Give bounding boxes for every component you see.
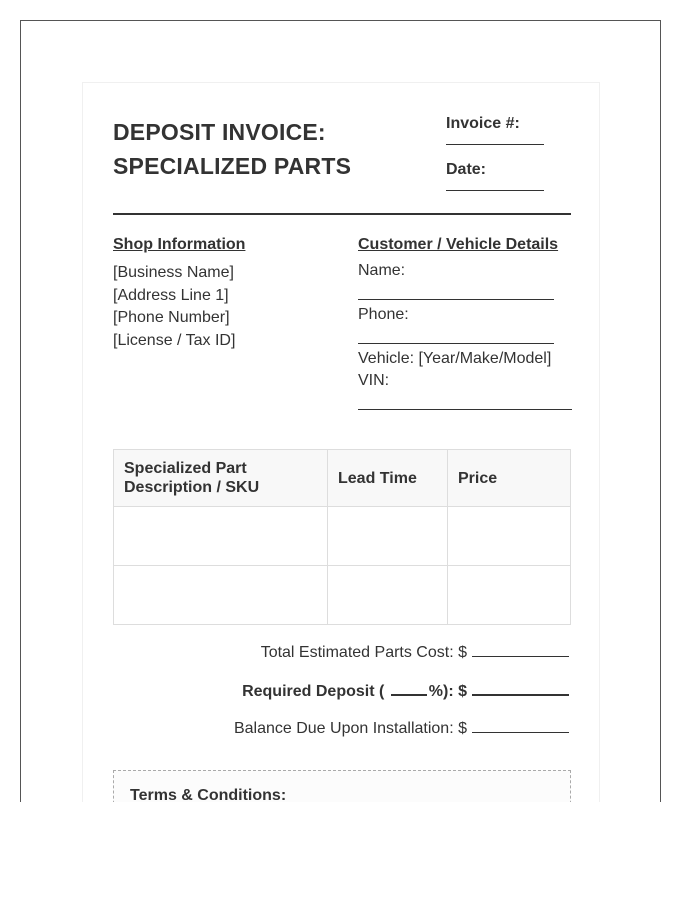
customer-name-label: Name: <box>358 262 406 279</box>
required-deposit-percent-label: %): $ <box>428 683 467 700</box>
terms-heading: Terms & Conditions: <box>130 787 287 802</box>
required-deposit-row <box>111 680 569 701</box>
invoice-number-label: Invoice #: <box>446 115 520 132</box>
shop-phone-number: [Phone Number] <box>113 309 230 326</box>
shop-business-name: [Business Name] <box>113 264 234 281</box>
table-cell-price[interactable] <box>448 507 571 566</box>
shop-information <box>113 236 333 352</box>
terms-box <box>113 770 571 802</box>
invoice-title <box>113 115 413 183</box>
shop-address-line: [Address Line 1] <box>113 286 229 304</box>
total-estimated-cost-row <box>111 642 569 662</box>
date-label: Date: <box>446 161 487 178</box>
parts-table <box>113 449 571 625</box>
total-estimated-cost-field[interactable] <box>472 642 569 657</box>
invoice-title-line-1: DEPOSIT INVOICE: <box>113 119 326 145</box>
customer-name-field[interactable] <box>358 299 554 300</box>
shop-information-heading: Shop Information <box>113 236 246 253</box>
table-cell-lead-time[interactable] <box>328 507 448 566</box>
required-deposit-label: Required Deposit ( <box>242 683 385 700</box>
invoice-title-line-2: SPECIALIZED PARTS <box>113 153 352 179</box>
invoice-meta <box>446 115 576 207</box>
invoice-paper <box>82 82 600 802</box>
table-row <box>114 507 571 566</box>
table-cell-price[interactable] <box>448 566 571 625</box>
invoice-number-field[interactable] <box>446 144 544 145</box>
vehicle-label: Vehicle: [Year/Make/Model] <box>358 350 552 367</box>
header-divider <box>113 213 571 215</box>
table-row <box>114 566 571 625</box>
balance-due-row <box>111 718 569 738</box>
customer-details-heading: Customer / Vehicle Details <box>358 236 559 253</box>
column-header-lead-time: Lead Time <box>328 450 448 507</box>
customer-vehicle-details <box>358 236 573 410</box>
required-deposit-field[interactable] <box>472 680 569 696</box>
page-viewport <box>20 20 661 802</box>
customer-phone-label: Phone: <box>358 306 409 323</box>
column-header-price: Price <box>448 450 571 507</box>
total-estimated-cost-label: Total Estimated Parts Cost: $ <box>260 644 467 661</box>
date-field[interactable] <box>446 190 544 191</box>
parts-table-header <box>114 450 571 507</box>
vin-label: VIN: <box>358 372 390 389</box>
deposit-percent-field[interactable] <box>391 680 427 696</box>
table-cell-description[interactable] <box>114 507 328 566</box>
balance-due-field[interactable] <box>472 718 569 733</box>
balance-due-label: Balance Due Upon Installation: $ <box>233 720 467 737</box>
shop-license-tax-id: [License / Tax ID] <box>113 331 236 349</box>
customer-phone-field[interactable] <box>358 343 554 344</box>
table-cell-description[interactable] <box>114 566 328 625</box>
table-cell-lead-time[interactable] <box>328 566 448 625</box>
column-header-description: Specialized Part Description / SKU <box>114 450 328 507</box>
vin-field[interactable] <box>358 409 572 410</box>
